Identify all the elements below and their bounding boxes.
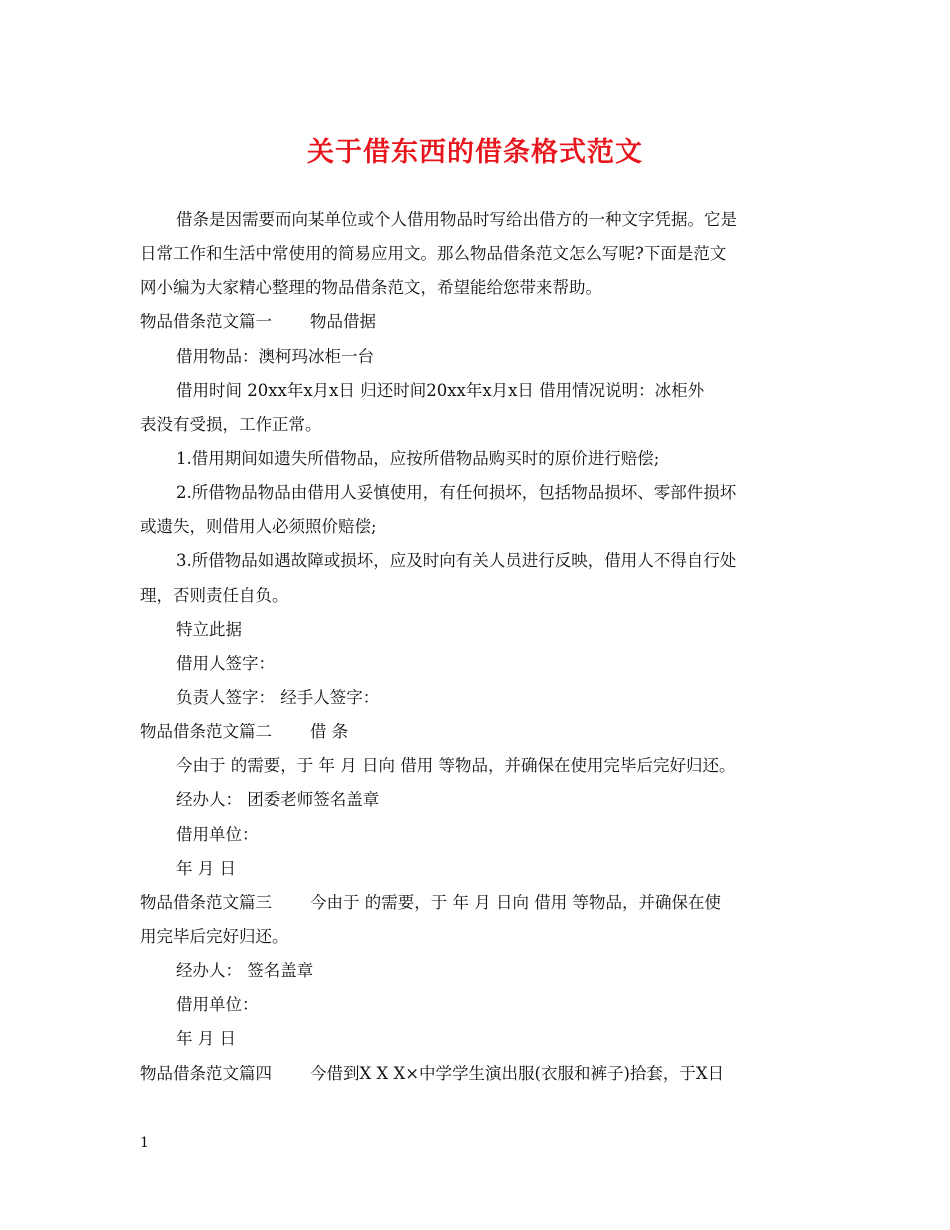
paragraph-line: 网小编为大家精心整理的物品借条范文，希望能给您带来帮助。: [140, 278, 602, 298]
paragraph-line: 或遗失，则借用人必须照价赔偿;: [140, 517, 377, 537]
paragraph-line: 借用人签字：: [176, 653, 275, 673]
section-heading-2: [140, 715, 820, 749]
page-number: 1: [140, 1135, 149, 1151]
paragraph-line: 日常工作和生活中常使用的简易应用文。那么物品借条范文怎么写呢?下面是范文: [140, 244, 727, 264]
paragraph-line: 表没有受损，工作正常。: [140, 414, 322, 434]
paragraph-line: 经办人： 团委老师签名盖章: [176, 790, 380, 810]
section-subtitle: 今由于 的需要，于 年 月 日向 借用 等物品，并确保在使: [310, 892, 721, 912]
paragraph-line: 经办人： 签名盖章: [176, 961, 314, 981]
section-label: 物品借条范文篇四: [140, 1063, 272, 1083]
paragraph-line: 3.所借物品如遇故障或损坏，应及时向有关人员进行反映，借用人不得自行处: [176, 551, 737, 571]
paragraph-line: 借用物品：澳柯玛冰柜一台: [176, 346, 374, 366]
section-subtitle: 今借到X X X×中学学生演出服(衣服和裤子)拾套，于X日: [310, 1063, 725, 1083]
section-label: 物品借条范文篇三: [140, 892, 272, 912]
section-label: 物品借条范文篇一: [140, 312, 272, 332]
paragraph-line: 理，否则责任自负。: [140, 585, 289, 605]
paragraph-line: 1.借用期间如遗失所借物品，应按所借物品购买时的原价进行赔偿;: [176, 448, 660, 468]
section-heading-3: [140, 886, 820, 920]
paragraph-line: 用完毕后完好归还。: [140, 926, 289, 946]
paragraph-line: 今由于 的需要，于 年 月 日向 借用 等物品，并确保在使用完毕后完好归还。: [176, 756, 736, 776]
section-heading-1: [140, 305, 820, 339]
paragraph-line: 2.所借物品物品由借用人妥慎使用，有任何损坏，包括物品损坏、零部件损坏: [176, 483, 737, 503]
paragraph-line: 借用单位：: [176, 824, 259, 844]
section-subtitle: 物品借据: [310, 312, 376, 332]
paragraph-line: 借用时间 20xx年x月x日 归还时间20xx年x月x日 借用情况说明：冰柜外: [176, 380, 705, 400]
section-label: 物品借条范文篇二: [140, 722, 272, 742]
section-heading-4: [140, 1057, 820, 1091]
paragraph-line: 借用单位：: [176, 995, 259, 1015]
document-title: 关于借东西的借条格式范文: [307, 137, 643, 168]
paragraph-line: 借条是因需要而向某单位或个人借用物品时写给出借方的一种文字凭据。它是: [176, 210, 737, 229]
paragraph-line: 年 月 日: [176, 858, 236, 878]
paragraph-line: 负责人签字： 经手人签字：: [176, 687, 380, 707]
section-subtitle: 借 条: [310, 722, 349, 742]
paragraph-line: 年 月 日: [176, 1029, 236, 1049]
paragraph-line: 特立此据: [176, 619, 242, 639]
document-body: [140, 203, 820, 1091]
